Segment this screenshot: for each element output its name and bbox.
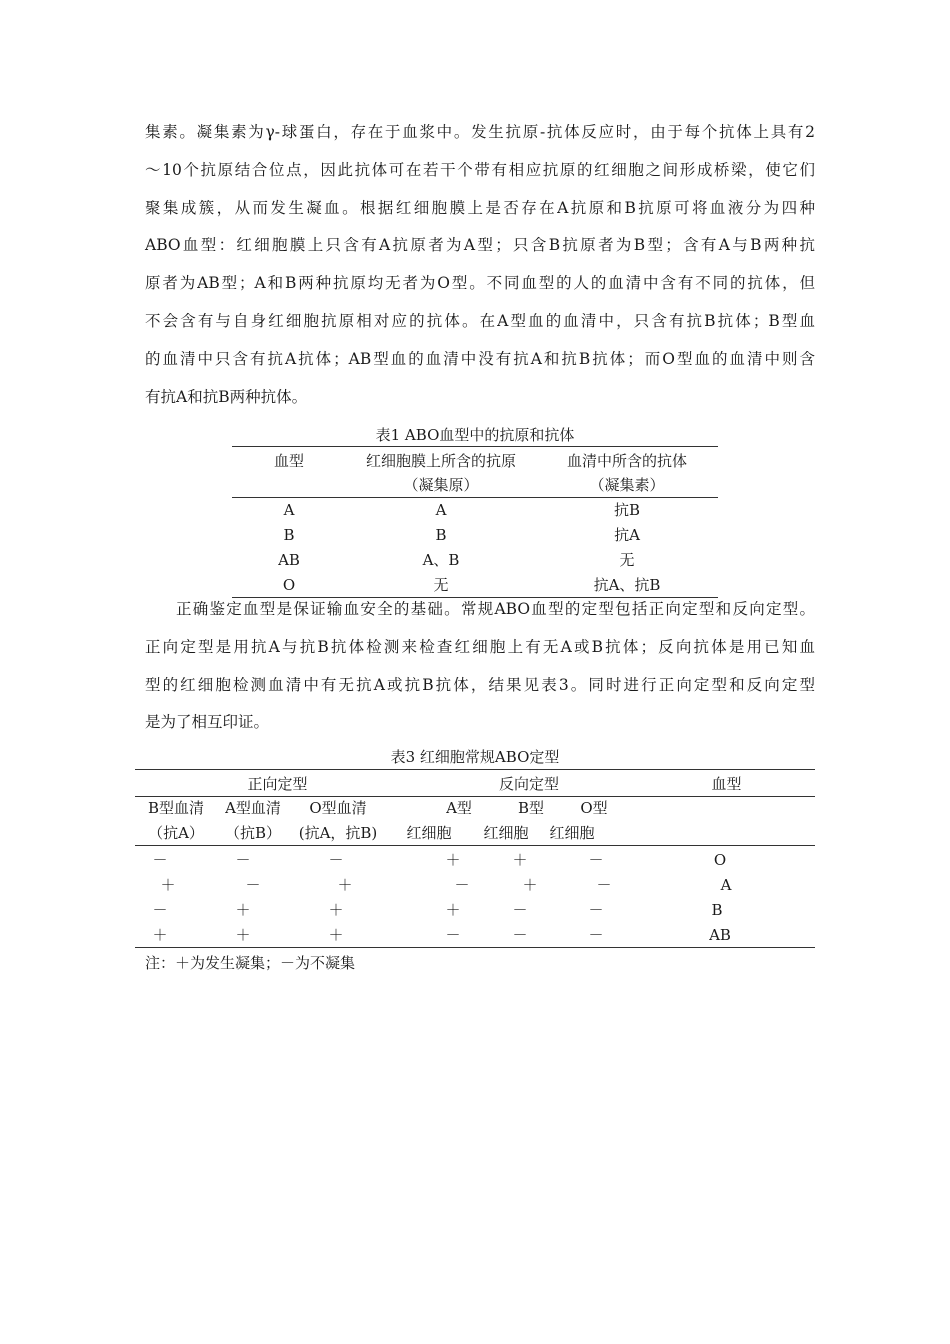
table3-subheader: 红细胞 (549, 824, 595, 842)
table3-group-forward: 正向定型 (247, 775, 308, 793)
table3-cell: ＋ (337, 876, 353, 894)
table3-subheader: O型血清 (309, 799, 367, 817)
table3-subheader: A型血清 (225, 799, 281, 817)
table3-subheader: (抗A，抗B) (298, 824, 378, 842)
table1-cell: A (283, 501, 295, 519)
text-line: 正确鉴定血型是保证输血安全的基础。常规ABO血型的定型包括正向定型和反向定型。 (176, 600, 815, 618)
table3-cell: － (588, 851, 604, 869)
table3-cell: ＋ (445, 901, 461, 919)
table3-cell: B (711, 901, 723, 919)
table3-subheader: 红细胞 (483, 824, 529, 842)
table3-cell: － (328, 851, 344, 869)
table1-header-antibody: 血清中所含的抗体 (566, 452, 687, 470)
table1-cell: B (435, 526, 447, 544)
table3-subheader: B型血清 (147, 799, 205, 817)
table3-cell: ＋ (522, 876, 538, 894)
text-line: 的血清中只含有抗A抗体；AB型血的血清中没有抗A和抗B抗体；而O型血的血清中则含 (145, 349, 815, 368)
text-line: 不会含有与自身红细胞抗原相对应的抗体。在A型血的血清中，只含有抗B抗体；B型血 (145, 311, 815, 330)
table3-subheader: O型 (580, 799, 608, 817)
table1-cell: 抗A、抗B (593, 576, 661, 594)
paragraph-abo-antigens (145, 114, 815, 416)
text-line: 原者为AB型；A和B两种抗原均无者为O型。不同血型的人的血清中含有不同的抗体，但 (145, 274, 815, 293)
table3-cell: ＋ (328, 901, 344, 919)
table3-cell: AB (709, 926, 731, 944)
table3-bottom-rule (135, 947, 815, 948)
table1-caption: 表1 ABO血型中的抗原和抗体 (375, 426, 575, 444)
table3-cell: － (152, 851, 168, 869)
table3-cell: － (512, 926, 528, 944)
table3-subheader: B型 (517, 799, 545, 817)
table3-cell: － (596, 876, 612, 894)
text-line: 有抗A和抗B两种抗体。 (145, 387, 308, 406)
table1-header-antigen-sub: （凝集原） (403, 476, 479, 494)
table3-subheader: 红细胞 (406, 824, 452, 842)
table3-subheader: （抗B） (224, 824, 282, 842)
table3-cell: ＋ (445, 851, 461, 869)
table3-cell: ＋ (328, 926, 344, 944)
table1-top-rule (232, 446, 718, 447)
text-line: 型的红细胞检测血清中有无抗A或抗B抗体，结果见表3。同时进行正向定型和反向定型 (145, 675, 815, 694)
table3-group-reverse: 反向定型 (498, 775, 559, 793)
table1-header-antibody-sub: （凝集素） (589, 476, 665, 494)
table1-cell: 抗A (614, 526, 640, 544)
table3-cell: ＋ (235, 926, 251, 944)
table3-cell: ＋ (152, 926, 168, 944)
table3-cell: ＋ (235, 901, 251, 919)
table3-cell: A (720, 876, 732, 894)
text-line: 集素。凝集素为γ-球蛋白，存在于血浆中。发生抗原-抗体反应时，由于每个抗体上具有2 (145, 123, 815, 141)
text-line: 聚集成簇，从而发生凝血。根据红细胞膜上是否存在A抗原和B抗原可将血液分为四种 (145, 198, 815, 217)
table3-subheader: A型 (446, 799, 472, 817)
table1-cell: B (283, 526, 295, 544)
table3-cell: － (445, 926, 461, 944)
table1-header-rule (232, 497, 718, 498)
table1-cell: A、B (422, 551, 460, 569)
table1-cell: A (435, 501, 447, 519)
table3-note: 注：＋为发生凝集；－为不凝集 (145, 954, 356, 972)
table3-cell: － (512, 901, 528, 919)
table3-cell: － (152, 901, 168, 919)
text-line: ABO血型：红细胞膜上只含有A抗原者为A型；只含B抗原者为B型；含有A与B两种抗 (145, 236, 815, 255)
table3-header-rule (135, 845, 815, 846)
table1-cell: 抗B (613, 501, 641, 519)
table1-cell: AB (278, 551, 300, 569)
table3-cell: － (245, 876, 261, 894)
table3-cell: － (235, 851, 251, 869)
table3-caption: 表3 红细胞常规ABO定型 (390, 748, 560, 766)
table3-cell: － (454, 876, 470, 894)
table1-cell: 无 (433, 576, 449, 594)
table3-cell: O (713, 851, 727, 869)
table1-header-blood-type: 血型 (273, 452, 304, 470)
table3-subheader: （抗A） (148, 824, 204, 842)
text-line: 是为了相互印证。 (145, 713, 270, 732)
text-line: 正向定型是用抗A与抗B抗体检测来检查红细胞上有无A或B抗体；反向抗体是用已知血 (145, 637, 815, 656)
text-line: ～10个抗原结合位点，因此抗体可在若干个带有相应抗原的红细胞之间形成桥梁，使它们 (145, 160, 815, 179)
table3-cell: － (588, 901, 604, 919)
table3-cell: － (588, 926, 604, 944)
table3-group-rule (135, 796, 815, 797)
table3-cell: ＋ (160, 876, 176, 894)
table1-cell: 无 (619, 551, 635, 569)
table3-group-blood-type: 血型 (711, 775, 742, 793)
paragraph-abo-typing (145, 591, 815, 742)
table1-header-antigen: 红细胞膜上所含的抗原 (365, 452, 516, 470)
table3-cell: ＋ (512, 851, 528, 869)
table3-top-rule (135, 769, 815, 770)
table1-cell: O (282, 576, 296, 594)
